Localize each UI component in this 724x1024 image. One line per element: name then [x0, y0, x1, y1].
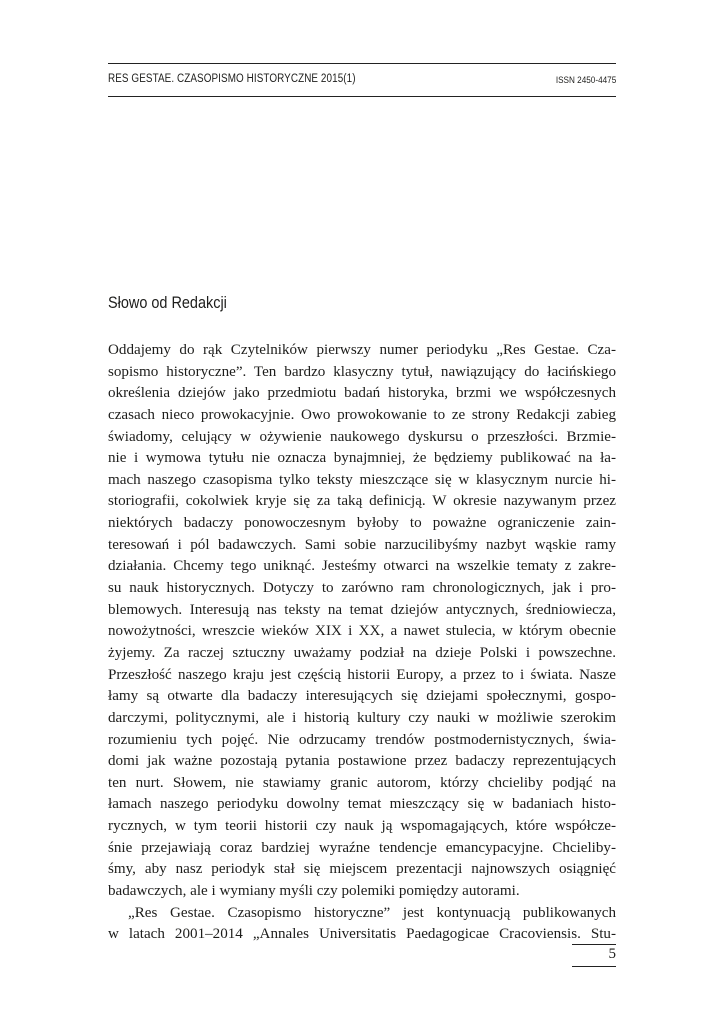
text-line: żyjemy. Za raczej sztuczny uważamy podział na dzieje Polski i powszechne. [108, 644, 616, 661]
section-title: Słowo od Redakcji [108, 293, 227, 312]
text-line: określenia dziejów jako przedmiotu badań historyka, brzmi we współczesnych [108, 385, 616, 402]
journal-title: RES GESTAE. CZASOPISMO HISTORYCZNE 2015(1) [108, 73, 356, 85]
text-line: Przeszłość naszego kraju jest częścią historii Europy, a przez to i świata. Nasze [108, 666, 616, 683]
text-line: łamach naszego periodyku dowolny temat mieszczący się w badaniach histo- [108, 796, 616, 813]
text-line: rozumieniu tych pojęć. Nie odrzucamy trendów postmodernistycznych, świa- [108, 731, 616, 748]
text-line: nowożytności, wreszcie wieków XIX i XX, a nawet stulecia, w którym obecnie [108, 623, 616, 640]
text-line: darczymi, politycznymi, ale i historią kultury czy nauki w możliwie szerokim [108, 709, 616, 726]
page-number: 5 [608, 946, 616, 962]
text-line: domi jak ważne pozostają pytania postawione przez badaczy reprezentujących [108, 753, 616, 770]
text-line: Oddajemy do rąk Czytelników pierwszy numer periodyku „Res Gestae. Cza- [108, 342, 616, 358]
text-line: ten nurt. Słowem, nie stawiamy granic autorom, którzy chcieliby podjąć na [108, 774, 616, 791]
text-line: czasach nieco prowokacyjnie. Owo prowokowanie to ze strony Redakcji zabieg [108, 406, 616, 423]
paragraph-1 [108, 340, 616, 903]
text-line: teresowań i pól badawczych. Sami sobie narzucilibyśmy nazbyt wąskie ramy [108, 536, 616, 553]
text-line: nie i wymowa tytułu nie oznacza bynajmniej, że będziemy publikować na ła- [108, 450, 616, 467]
text-line: blemowych. Interesują nas teksty na temat dziejów antycznych, średniowiecza, [108, 601, 616, 618]
text-line: su nauk historycznych. Dotyczy to zarówno ram chronologicznych, jak i pro- [108, 580, 616, 597]
paragraph-2 [108, 903, 616, 946]
text-line: śnie przejawiają coraz bardziej wyraźne tendencje emancypacyjne. Chcieliby- [108, 839, 616, 856]
issn-label: ISSN 2450-4475 [555, 75, 616, 86]
body-text [108, 340, 616, 946]
text-line: łamy są otwarte dla badaczy interesujących się dziejami społecznymi, gospo- [108, 688, 616, 705]
text-line: w latach 2001–2014 „Annales Universitatis Paedagogicae Cracoviensis. Stu- [108, 926, 616, 943]
text-line: śmy, aby nasz periodyk stał się miejscem prezentacji najnowszych osiągnięć [108, 861, 616, 878]
footer-rule-bottom [572, 966, 616, 967]
text-line: świadomy, celujący w ożywienie naukowego dyskursu o przeszłości. Brzmie- [108, 428, 616, 445]
text-line: badawczych, ale i wymiany myśli czy polemiki pomiędzy autorami. [108, 883, 520, 900]
running-header [108, 63, 616, 97]
text-line: niektórych badaczy ponowoczesnym byłoby to poważne ograniczenie zain- [108, 515, 616, 532]
footer-rule-top [572, 944, 616, 945]
text-line: rycznych, w tym teorii historii czy nauk ją wspomagających, które współcze- [108, 818, 616, 835]
text-line: działania. Chcemy tego uniknąć. Jesteśmy otwarci na wszelkie tematy z zakre- [108, 558, 616, 575]
text-line: mach naszego czasopisma tylko teksty mieszczące się w klasycznym nurcie hi- [108, 471, 616, 488]
text-line: „Res Gestae. Czasopismo historyczne” jest kontynuacją publikowanych [128, 904, 616, 921]
text-line: storiografii, cokolwiek kryje się za taką definicją. W okresie nazywanym przez [108, 493, 616, 510]
text-line: sopismo historyczne”. Ten bardzo klasyczny tytuł, nawiązujący do łacińskiego [108, 363, 616, 380]
